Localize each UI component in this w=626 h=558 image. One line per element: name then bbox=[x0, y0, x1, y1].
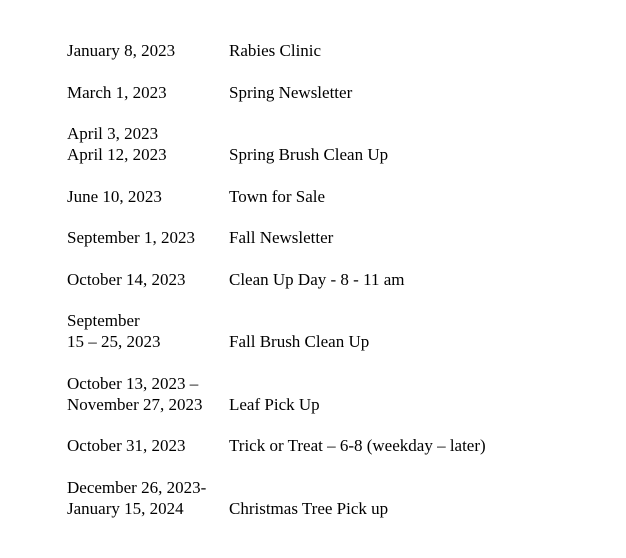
entry-date bbox=[67, 82, 229, 103]
entry-event: Leaf Pick Up bbox=[229, 394, 320, 414]
date-line: October 13, 2023 – bbox=[67, 373, 199, 393]
event-schedule bbox=[67, 40, 587, 539]
date-line: January 15, 2024 bbox=[67, 498, 184, 518]
date-line: June 10, 2023 bbox=[67, 186, 162, 206]
entry-event: Trick or Treat – 6-8 (weekday – later) bbox=[229, 436, 486, 455]
entry-date bbox=[67, 40, 229, 61]
schedule-entry bbox=[67, 40, 587, 61]
entry-event: Rabies Clinic bbox=[229, 41, 322, 60]
date-line: October 14, 2023 bbox=[67, 269, 186, 289]
entry-date bbox=[67, 269, 229, 290]
entry-date bbox=[67, 310, 229, 352]
entry-event: Spring Newsletter bbox=[229, 82, 353, 102]
schedule-entry bbox=[67, 186, 587, 207]
date-line: March 1, 2023 bbox=[67, 82, 167, 102]
date-line: 15 – 25, 2023 bbox=[67, 332, 161, 351]
schedule-entry bbox=[67, 435, 587, 456]
schedule-entry bbox=[67, 82, 587, 103]
date-line: December 26, 2023- bbox=[67, 477, 207, 497]
schedule-entry bbox=[67, 123, 587, 165]
date-line: October 31, 2023 bbox=[67, 436, 186, 455]
entry-event: Christmas Tree Pick up bbox=[229, 498, 389, 518]
date-line: September bbox=[67, 311, 140, 330]
schedule-entry bbox=[67, 269, 587, 290]
entry-event: Spring Brush Clean Up bbox=[229, 145, 389, 164]
date-line: April 12, 2023 bbox=[67, 145, 167, 164]
entry-date bbox=[67, 186, 229, 207]
entry-event: Town for Sale bbox=[229, 186, 326, 206]
date-line: January 8, 2023 bbox=[67, 41, 176, 60]
schedule-entry bbox=[67, 227, 587, 248]
date-line: April 3, 2023 bbox=[67, 124, 159, 143]
entry-event: Fall Newsletter bbox=[229, 228, 334, 247]
entry-date bbox=[67, 477, 229, 519]
entry-date bbox=[67, 373, 229, 415]
schedule-entry bbox=[67, 310, 587, 352]
schedule-entry bbox=[67, 373, 587, 415]
entry-date bbox=[67, 435, 229, 456]
date-line: September 1, 2023 bbox=[67, 228, 195, 247]
schedule-entry bbox=[67, 477, 587, 519]
date-line: November 27, 2023 bbox=[67, 394, 203, 414]
entry-event: Clean Up Day - 8 - 11 am bbox=[229, 269, 405, 289]
entry-event: Fall Brush Clean Up bbox=[229, 332, 370, 351]
entry-date bbox=[67, 227, 229, 248]
entry-date bbox=[67, 123, 229, 165]
